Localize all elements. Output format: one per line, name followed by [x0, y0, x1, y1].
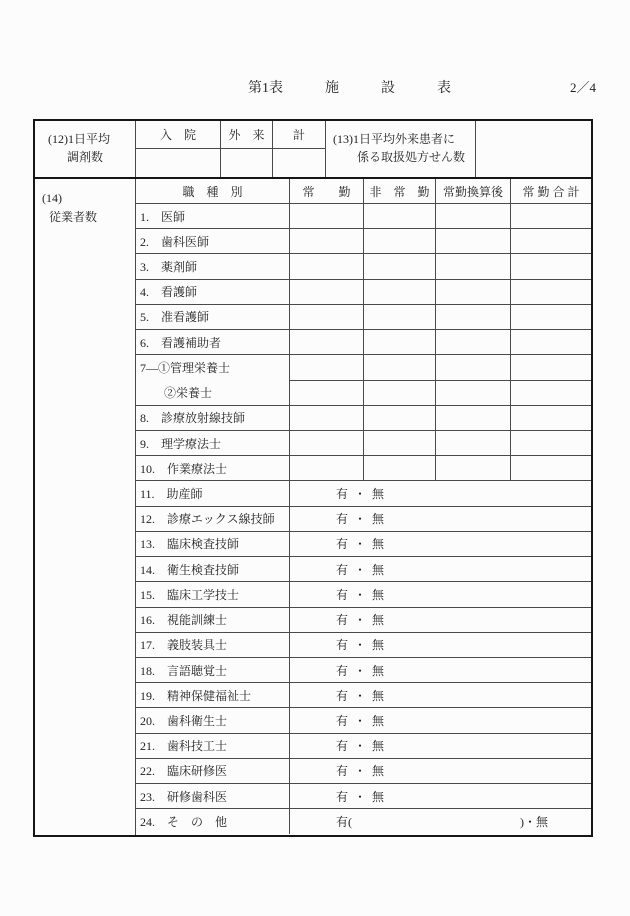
value-cell — [511, 381, 591, 405]
value-cell — [436, 229, 511, 253]
staff-row-17 — [136, 633, 591, 658]
value-cell — [290, 330, 364, 354]
value-cell — [436, 254, 511, 278]
staff-row-5 — [136, 305, 591, 330]
inpatient-value-cell — [136, 149, 221, 177]
row-label: 16. 視能訓練士 — [136, 608, 290, 632]
staff-row-8 — [136, 406, 591, 431]
staff-rows — [136, 179, 591, 835]
page-title: 第1表 施 設 表 — [248, 81, 451, 96]
value-cell — [364, 330, 436, 354]
staff-sub-row — [290, 381, 591, 405]
section-12-label-line2: 調剤数 — [66, 150, 103, 164]
availability-cell — [290, 633, 591, 657]
row-label: 6. 看護補助者 — [136, 330, 290, 354]
section-12-label — [35, 121, 136, 177]
availability-text: 有・無 — [336, 512, 391, 527]
row-label: 15. 臨床工学技士 — [136, 582, 290, 606]
col-header-job-type: 職 種 別 — [136, 179, 290, 203]
row-label: 18. 言語聴覚士 — [136, 658, 290, 682]
availability-cell — [290, 734, 591, 758]
section-14-label-line2: 従業者数 — [49, 210, 98, 224]
value-cell — [511, 254, 591, 278]
row-label: 23. 研修歯科医 — [136, 784, 290, 808]
availability-cell — [290, 481, 591, 505]
value-cell — [290, 254, 364, 278]
row-label: 21. 歯科技工士 — [136, 734, 290, 758]
staff-row-2 — [136, 229, 591, 254]
section-14-label — [35, 179, 136, 835]
col-header-inpatient: 入 院 — [136, 121, 221, 148]
value-cell — [436, 355, 511, 379]
row-label: 24. そ の 他 — [136, 809, 290, 834]
staff-row-23 — [136, 784, 591, 809]
value-cell — [511, 456, 591, 480]
other-suffix-text: )・無 — [520, 815, 548, 830]
section-13-value-cell — [476, 121, 591, 177]
staff-row-4 — [136, 280, 591, 305]
availability-text: 有・無 — [336, 764, 391, 779]
staff-row-10 — [136, 456, 591, 481]
value-cell — [290, 431, 364, 455]
row-label: 5. 准看護師 — [136, 305, 290, 329]
availability-text: 有・無 — [336, 587, 391, 602]
facility-form-table — [33, 119, 593, 837]
row-label — [136, 355, 290, 404]
value-cell — [364, 406, 436, 430]
row-label: 22. 臨床研修医 — [136, 759, 290, 783]
staff-row-12 — [136, 507, 591, 532]
row-label-line2: ②栄養士 — [164, 385, 213, 400]
value-cell — [511, 280, 591, 304]
row-label: 3. 薬剤師 — [136, 254, 290, 278]
dispensing-value-row — [136, 149, 325, 177]
availability-cell — [290, 784, 591, 808]
row-label: 12. 診療エックス線技師 — [136, 507, 290, 531]
section-12-label-line1: (12)1日平均 — [48, 132, 110, 146]
section-14-label-line1: (14) — [42, 191, 62, 205]
other-fill-in-gap — [352, 821, 520, 822]
staff-row-16 — [136, 608, 591, 633]
value-cell — [436, 406, 511, 430]
row-label: 13. 臨床検査技師 — [136, 532, 290, 556]
row-label: 10. 作業療法士 — [136, 456, 290, 480]
value-cell — [290, 280, 364, 304]
value-cell — [364, 381, 436, 405]
row-label: 1. 医師 — [136, 204, 290, 228]
col-header-total: 計 — [292, 128, 305, 142]
row-label: 20. 歯科衛生士 — [136, 708, 290, 732]
section-12-row — [35, 121, 591, 177]
dispensing-header-row — [136, 121, 325, 149]
staff-row-15 — [136, 582, 591, 607]
row-label: 2. 歯科医師 — [136, 229, 290, 253]
value-cell — [436, 305, 511, 329]
availability-cell — [290, 507, 591, 531]
row-label: 14. 衛生検査技師 — [136, 557, 290, 581]
outpatient-value-cell — [221, 149, 273, 177]
availability-text: 有・無 — [336, 739, 391, 754]
value-cell — [290, 406, 364, 430]
section-14 — [35, 177, 591, 835]
value-cell — [364, 204, 436, 228]
section-13-label-line2: 係る取扱処方せん数 — [357, 150, 466, 164]
value-cell — [364, 456, 436, 480]
availability-cell — [290, 708, 591, 732]
value-cell — [511, 406, 591, 430]
staff-row-7 — [136, 355, 591, 405]
section-13-label — [326, 121, 476, 177]
page-number: 2／4 — [570, 80, 597, 95]
value-cell — [364, 431, 436, 455]
value-cell — [511, 305, 591, 329]
staff-row-6 — [136, 330, 591, 355]
value-cell — [511, 431, 591, 455]
availability-cell — [290, 582, 591, 606]
staff-row-14 — [136, 557, 591, 582]
staff-sub-row — [290, 355, 591, 380]
staff-row-11 — [136, 481, 591, 506]
row-label: 4. 看護師 — [136, 280, 290, 304]
value-cell — [364, 355, 436, 379]
availability-cell — [290, 683, 591, 707]
value-cell — [290, 355, 364, 379]
value-cell — [290, 456, 364, 480]
value-cell — [436, 280, 511, 304]
availability-cell — [290, 557, 591, 581]
value-cell — [364, 305, 436, 329]
other-prefix-text: 有( — [336, 815, 352, 830]
availability-text: 有・無 — [336, 537, 391, 552]
value-cell — [364, 229, 436, 253]
total-value-cell — [273, 149, 325, 177]
value-cell — [436, 381, 511, 405]
staff-row-1 — [136, 204, 591, 229]
staff-row-18 — [136, 658, 591, 683]
value-cell — [364, 280, 436, 304]
col-header-fulltime: 常 勤 — [290, 179, 364, 203]
value-cell — [511, 204, 591, 228]
staff-header-row — [136, 179, 591, 204]
availability-text: 有・無 — [336, 789, 391, 804]
availability-text: 有・無 — [336, 714, 391, 728]
availability-cell — [290, 759, 591, 783]
row-label: 8. 診療放射線技師 — [136, 406, 290, 430]
value-cell — [511, 355, 591, 379]
availability-text: 有・無 — [336, 688, 391, 703]
value-cell — [290, 229, 364, 253]
value-cell — [290, 204, 364, 228]
staff-row-20 — [136, 708, 591, 733]
section-13-label-line1: (13)1日平均外来患者に — [333, 132, 455, 146]
staff-row-19 — [136, 683, 591, 708]
availability-text: 有・無 — [336, 663, 391, 678]
availability-cell — [290, 809, 591, 834]
availability-text: 有・無 — [336, 487, 391, 502]
staff-row-3 — [136, 254, 591, 279]
availability-cell — [290, 608, 591, 632]
staff-row-24 — [136, 809, 591, 834]
value-cell — [511, 330, 591, 354]
value-cell — [364, 254, 436, 278]
row-label-line1: 7—①管理栄養士 — [140, 361, 231, 376]
row-label: 11. 助産師 — [136, 481, 290, 505]
availability-text: 有・無 — [336, 562, 391, 577]
staff-row-9 — [136, 431, 591, 456]
availability-text: 有・無 — [336, 638, 391, 653]
value-cell — [511, 229, 591, 253]
value-cell — [436, 330, 511, 354]
row-label: 19. 精神保健福祉士 — [136, 683, 290, 707]
row-label: 9. 理学療法士 — [136, 431, 290, 455]
availability-text: 有・無 — [336, 613, 391, 628]
row-label: 17. 義肢装具士 — [136, 633, 290, 657]
col-header-fulltime-total: 常 勤 合 計 — [522, 184, 580, 199]
availability-cell — [290, 658, 591, 682]
dispensing-columns — [136, 121, 326, 177]
value-cell — [436, 431, 511, 455]
value-cell — [290, 305, 364, 329]
col-header-fulltime-equivalent: 常勤換算後 — [436, 179, 511, 203]
value-cell — [436, 456, 511, 480]
value-cell — [290, 381, 364, 405]
double-data-area — [290, 355, 591, 404]
col-header-parttime: 非 常 勤 — [364, 179, 436, 203]
staff-row-21 — [136, 734, 591, 759]
staff-row-22 — [136, 759, 591, 784]
col-header-outpatient: 外 来 — [221, 121, 273, 148]
value-cell — [436, 204, 511, 228]
availability-cell — [290, 532, 591, 556]
staff-row-13 — [136, 532, 591, 557]
